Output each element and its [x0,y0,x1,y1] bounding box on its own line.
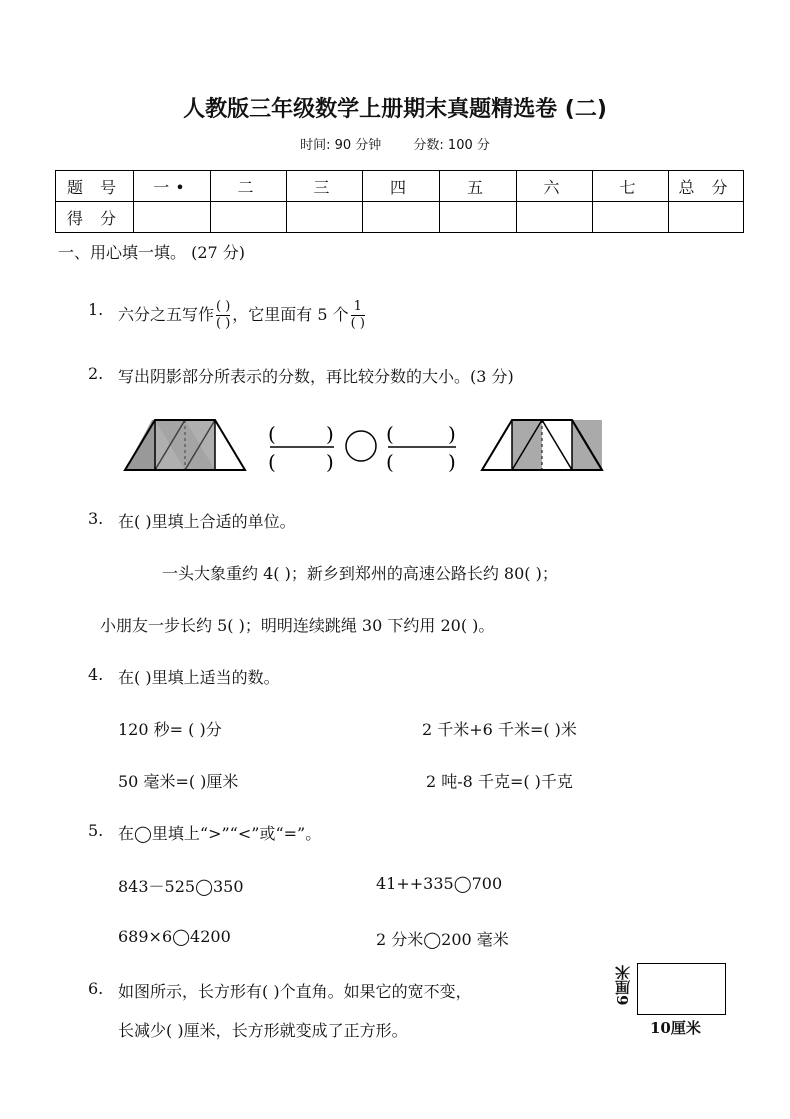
question-5-item-b: 41++335◯700 [376,874,503,893]
question-5-text: 在◯里填上“>”“<”或“=”。 [118,824,322,843]
question-3-text: 在( )里填上合适的单位。 [118,512,296,531]
comparison-area [268,422,456,474]
question-4-item-a: 120 秒= ( )分 [118,720,222,739]
fraction-unit[interactable] [351,300,365,331]
rectangle-figure [637,963,726,1015]
question-4-item-b: 2 千米+6 千米=( )米 [422,720,577,739]
fraction-blank[interactable] [216,300,230,331]
exam-info [0,134,790,153]
table-cell: 六 [517,171,593,202]
rectangle-width-label: 6厘米 [614,965,632,1006]
table-cell: 三 [287,171,363,202]
table-cell: 四 [363,171,440,202]
svg-text:): ) [326,422,334,446]
question-1 [118,300,367,331]
table-cell: 二 [211,171,287,202]
score-input-cell[interactable] [211,202,287,233]
comparison-circle[interactable] [346,431,376,461]
score-table [55,170,744,233]
question-4-number: 4. [88,665,104,684]
rectangle-length-label: 10厘米 [650,1019,701,1037]
svg-text:): ) [448,422,456,446]
question-1-text-b: ，它里面有 5 个 [232,305,349,324]
svg-text:(: ( [386,450,394,474]
score-table-header-row [56,171,744,202]
question-1-text-a: 六分之五写作 [118,305,215,324]
question-5-number: 5. [88,821,104,840]
svg-text:): ) [448,450,456,474]
question-6-line-1: 如图所示，长方形有( )个直角。如果它的宽不变， [118,982,472,1001]
right-trapezoid [482,420,602,470]
question-2-number: 2. [88,364,104,383]
table-cell: 五 [440,171,517,202]
score-input-cell[interactable] [669,202,744,233]
question-6-number: 6. [88,979,104,998]
left-trapezoid [125,420,245,470]
fraction-numerator: 1 [353,299,362,314]
question-4-item-d: 2 吨-8 千克=( )千克 [426,772,573,791]
trapezoid-figures [120,415,610,475]
question-3-number: 3. [88,509,104,528]
score-input-cell[interactable] [134,202,211,233]
score-table-score-row [56,202,744,233]
svg-text:(: ( [386,422,394,446]
table-cell: 得 分 [56,202,134,233]
fraction-numerator: ( ) [216,299,231,314]
table-cell: 七 [593,171,669,202]
question-5-item-a: 843－525◯350 [118,877,244,896]
svg-text:(: ( [268,422,276,446]
score-input-cell[interactable] [287,202,363,233]
svg-text:): ) [326,450,334,474]
table-cell: 题 号 [56,171,134,202]
question-1-number: 1. [88,300,104,319]
score-input-cell[interactable] [440,202,517,233]
question-2-text: 写出阴影部分所表示的分数，再比较分数的大小。(3 分) [118,367,514,386]
question-4-text: 在( )里填上适当的数。 [118,668,280,687]
page-title: 人教版三年级数学上册期末真题精选卷 (二) [183,97,607,122]
fraction-denominator: ( ) [216,316,231,331]
question-5-item-d: 2 分米◯200 毫米 [376,930,509,949]
score-input-cell[interactable] [517,202,593,233]
exam-time: 时间: 90 分钟 [300,138,382,153]
table-cell: 一• [134,171,211,202]
question-6-line-2: 长减少( )厘米，长方形就变成了正方形。 [118,1021,408,1040]
svg-text:(: ( [268,450,276,474]
score-input-cell[interactable] [593,202,669,233]
question-3-line-1: 一头大象重约 4( )；新乡到郑州的高速公路长约 80( )； [162,564,558,583]
section-heading: 一、用心填一填。 (27 分) [58,243,246,262]
fraction-denominator: ( ) [350,316,365,331]
question-4-item-c: 50 毫米=( )厘米 [118,772,239,791]
table-cell: 总 分 [669,171,744,202]
score-input-cell[interactable] [363,202,440,233]
question-3-line-2: 小朋友一步长约 5( )；明明连续跳绳 30 下约用 20( )。 [100,616,495,635]
question-5-item-c: 689×6◯4200 [118,927,231,946]
exam-score: 分数: 100 分 [413,138,490,153]
